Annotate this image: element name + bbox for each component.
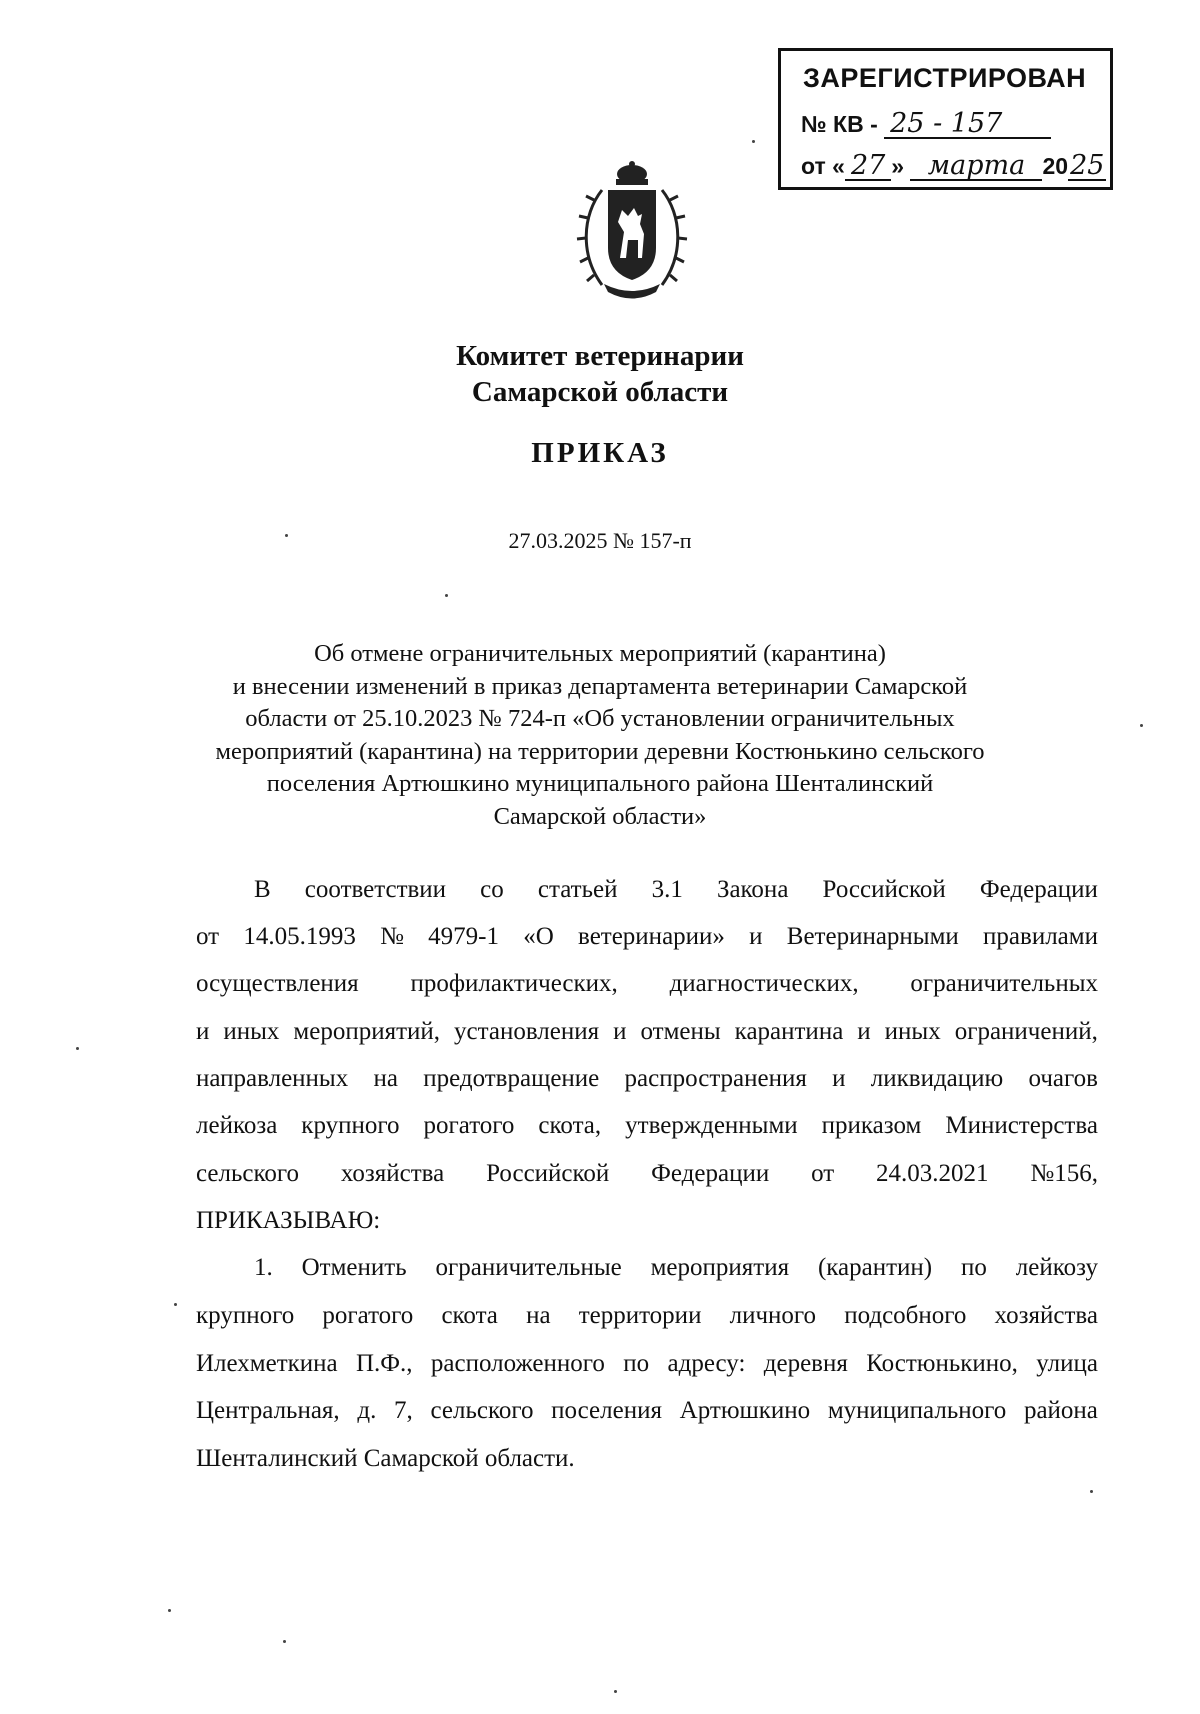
body-word: крупного — [301, 1112, 400, 1139]
body-word: крупного — [196, 1302, 295, 1329]
scan-speck — [445, 594, 448, 597]
body-word: от — [196, 923, 220, 950]
body-line — [196, 1112, 1098, 1140]
body-word: Артюшкино — [679, 1397, 811, 1424]
stamp-number-prefix: № КВ - — [801, 111, 878, 137]
body-word: ограничений, — [954, 1018, 1098, 1045]
body-word: д. — [357, 1397, 377, 1424]
body-word: поселения — [551, 1397, 662, 1424]
body-word: установления — [454, 1018, 600, 1045]
subject-line: Об отмене ограничительных мероприятий (карантина) — [314, 640, 886, 667]
body-word: территории — [578, 1302, 702, 1329]
stamp-number-handwritten: 25 - 157 — [884, 111, 1051, 139]
body-word: 4979-1 — [428, 923, 499, 950]
body-line: Шенталинский Самарской области. — [196, 1445, 575, 1472]
body-word: 7, — [394, 1397, 413, 1424]
subject-line: области от 25.10.2023 № 724-п «Об установлении ограничительных — [245, 705, 955, 732]
body-word: деревня — [763, 1350, 848, 1377]
scan-speck — [168, 1609, 171, 1612]
body-word: ограничительные — [435, 1254, 622, 1281]
body-word: диагностических, — [669, 970, 859, 997]
org-name-line2: Самарской области — [471, 376, 729, 408]
body-word: осуществления — [196, 970, 359, 997]
body-word: лейкоза — [196, 1112, 278, 1139]
body-word: (карантин) — [817, 1254, 933, 1281]
body-word: лейкозу — [1015, 1254, 1098, 1281]
scan-speck — [1090, 1490, 1093, 1493]
body-word: 1. — [254, 1254, 273, 1281]
scan-speck — [285, 534, 288, 537]
body-word: от — [811, 1160, 835, 1187]
body-line — [196, 923, 1098, 951]
subject-line: мероприятий (карантина) на территории деревни Костюнькино сельского — [215, 737, 985, 765]
body-word: Отменить — [301, 1254, 407, 1281]
body-word: распространения — [624, 1065, 807, 1092]
body-word: ограничительных — [910, 970, 1098, 997]
body-word: отмены — [640, 1018, 721, 1045]
body-word: приказом — [821, 1112, 922, 1139]
body-word: скота, — [538, 1112, 602, 1139]
subject-line: Самарской области» — [493, 802, 707, 830]
body-word: Министерства — [945, 1112, 1098, 1139]
stamp-title: ЗАРЕГИСТРИРОВАН — [803, 63, 1087, 93]
scan-speck — [283, 1640, 286, 1643]
body-word: мероприятия — [650, 1254, 790, 1281]
body-word: Ветеринарными — [786, 923, 959, 950]
body-word: скота — [441, 1302, 498, 1329]
body-word: карантина — [734, 1018, 844, 1045]
body-word: Федерации — [651, 1160, 770, 1187]
body-word: и — [613, 1018, 627, 1045]
scan-speck — [1140, 724, 1143, 727]
body-word: рогатого — [423, 1112, 515, 1139]
body-word: профилактических, — [410, 970, 618, 997]
coat-of-arms-samara-icon — [572, 160, 692, 305]
body-line — [196, 970, 1098, 998]
body-word: сельского — [196, 1160, 299, 1187]
stamp-date-row — [801, 150, 1106, 181]
body-word: В — [254, 876, 271, 903]
body-word: Центральная, — [196, 1397, 340, 1424]
stamp-date-prefix: от « — [801, 153, 845, 179]
doc-date-number: 27.03.2025 № 157-п — [508, 528, 692, 553]
body-word: Российской — [822, 876, 946, 903]
registration-stamp — [778, 48, 1113, 190]
stamp-date-mid: » — [891, 153, 905, 179]
body-word: иных — [223, 1018, 280, 1045]
body-line — [196, 1018, 1098, 1046]
body-word: предотвращение — [423, 1065, 600, 1092]
stamp-year-handwritten: 25 — [1070, 150, 1105, 181]
body-word: очагов — [1028, 1065, 1098, 1092]
body-word: со — [480, 876, 504, 903]
subject-line: и внесении изменений в приказ департамента ветеринарии Самарской — [232, 672, 968, 700]
body-word: по — [623, 1350, 650, 1377]
body-word: 14.05.1993 — [243, 923, 356, 950]
order-subject — [150, 638, 1050, 833]
body-word: и — [857, 1018, 871, 1045]
body-word: на — [526, 1302, 551, 1329]
body-word: соответствии — [304, 876, 447, 903]
body-word: №156, — [1030, 1160, 1098, 1187]
body-word: и — [196, 1018, 210, 1045]
body-word: П.Ф., — [355, 1350, 413, 1377]
body-word: и — [749, 923, 763, 950]
stamp-date-day: 27 — [845, 153, 891, 181]
scan-speck — [614, 1690, 617, 1693]
body-word: хозяйства — [340, 1160, 445, 1187]
stamp-year-printed: 20 — [1042, 153, 1069, 179]
body-line — [254, 876, 1098, 904]
body-word: мероприятий, — [293, 1018, 441, 1045]
body-line — [254, 1254, 1098, 1282]
body-word: рогатого — [322, 1302, 414, 1329]
body-word: улица — [1036, 1350, 1098, 1377]
body-word: утвержденными — [625, 1112, 798, 1139]
body-line — [196, 1065, 1098, 1093]
body-line — [196, 1302, 1098, 1330]
body-word: личного — [729, 1302, 817, 1329]
body-line: ПРИКАЗЫВАЮ: — [196, 1207, 381, 1234]
body-word: сельского — [430, 1397, 534, 1424]
body-word: и — [832, 1065, 846, 1092]
scan-speck — [174, 1303, 177, 1306]
stamp-date-month: марта — [910, 153, 1042, 181]
body-word: Костюнькино, — [866, 1350, 1018, 1377]
body-word: района — [1023, 1397, 1098, 1424]
scan-speck — [76, 1047, 79, 1050]
body-line — [196, 1350, 1098, 1378]
body-word: Закона — [716, 876, 789, 903]
stamp-number-row — [801, 108, 1051, 139]
body-word: Илехметкина — [196, 1350, 338, 1377]
body-word: иных — [884, 1018, 941, 1045]
body-word: адресу: — [667, 1350, 746, 1377]
body-word: № — [380, 923, 404, 950]
body-word: ликвидацию — [870, 1065, 1004, 1092]
body-word: Российской — [486, 1160, 610, 1187]
body-word: по — [961, 1254, 987, 1281]
body-word: муниципального — [827, 1397, 1007, 1424]
body-word: Федерации — [979, 876, 1098, 903]
doc-type-title: ПРИКАЗ — [531, 437, 669, 469]
body-word: ветеринарии» — [578, 923, 725, 950]
body-line — [196, 1397, 1098, 1425]
body-word: подсобного — [844, 1302, 967, 1329]
subject-line: поселения Артюшкино муниципального района Шенталинский — [266, 770, 934, 797]
body-word: правилами — [983, 923, 1098, 950]
body-line — [196, 1160, 1098, 1188]
body-word: «О — [523, 923, 554, 950]
body-word: направленных — [196, 1065, 349, 1092]
body-word: расположенного — [430, 1350, 605, 1377]
body-word: 3.1 — [651, 876, 683, 903]
scan-speck — [752, 140, 755, 143]
body-word: 24.03.2021 — [876, 1160, 989, 1187]
body-word: статьей — [537, 876, 618, 903]
body-word: хозяйства — [994, 1302, 1098, 1329]
body-word: на — [373, 1065, 398, 1092]
org-name-line1: Комитет ветеринарии — [456, 340, 744, 372]
